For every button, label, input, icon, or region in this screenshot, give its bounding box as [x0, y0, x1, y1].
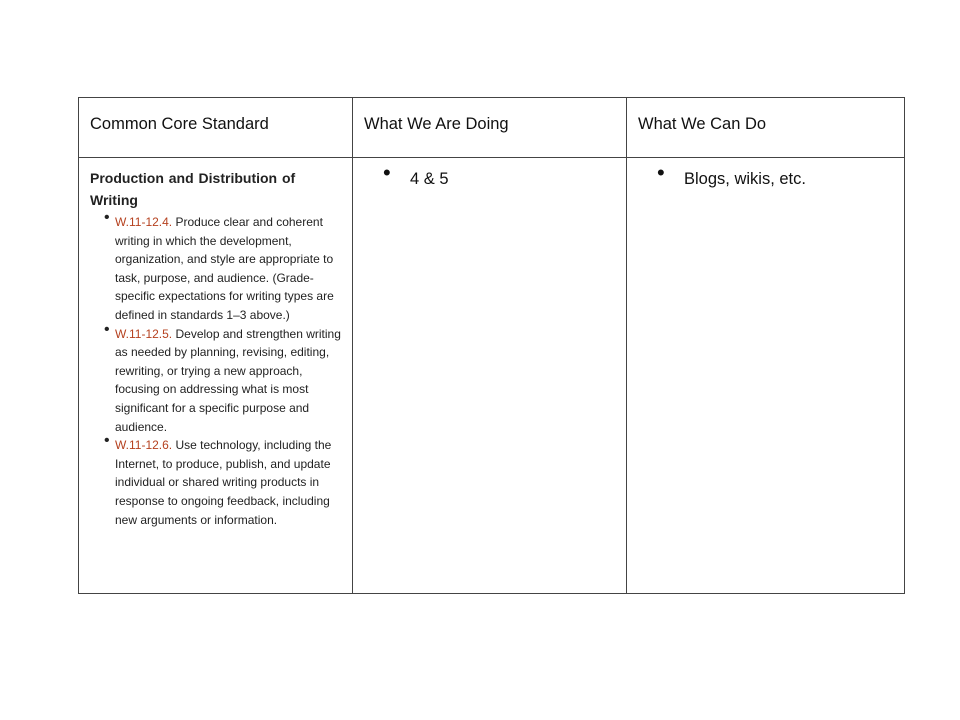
bullet-icon: •	[104, 209, 110, 226]
bullet-icon: •	[383, 160, 391, 185]
can-do-item-text: Blogs, wikis, etc.	[684, 170, 806, 188]
standards-list	[79, 209, 352, 529]
standard-text: Use technology, including the Internet, to produce, publish, and update individual or shared writing products in response to ongoing feedback, including new arguments or information.	[115, 438, 332, 527]
cell-common-core-standard	[79, 158, 353, 594]
standard-text: Develop and strengthen writing as needed by planning, revising, editing, rewriting, or trying a new approach, focusing on addressing what is most significant for a specific purpose and audience.	[115, 326, 341, 434]
header-common-core-standard: Common Core Standard	[79, 98, 353, 158]
doing-list	[353, 160, 626, 190]
standard-item	[79, 209, 342, 325]
table-body-row	[79, 158, 905, 594]
can-do-item	[627, 160, 904, 190]
standard-code: W.11-12.4.	[115, 215, 173, 229]
standard-text: Produce clear and coherent writing in which the development, organization, and style are appropriate to task, purpose, and audience. (Grade-specific expectations for writing types are defined in standards 1–3 above.)	[115, 215, 334, 322]
bullet-icon: •	[104, 432, 110, 450]
standard-code: W.11-12.6.	[115, 438, 173, 453]
bullet-icon: •	[104, 320, 110, 338]
bullet-icon: •	[657, 160, 665, 185]
header-what-we-are-doing: What We Are Doing	[353, 98, 627, 158]
standard-item	[79, 320, 342, 437]
standard-code: W.11-12.5.	[115, 326, 173, 341]
can-do-list	[627, 160, 904, 190]
doing-item-text: 4 & 5	[410, 170, 449, 188]
cell-what-we-can-do	[627, 158, 905, 594]
doing-item	[353, 160, 626, 190]
cell-what-we-are-doing	[353, 158, 627, 594]
section-title: Production and Distribution of Writing	[90, 170, 296, 208]
standards-table	[78, 97, 905, 594]
header-what-we-can-do: What We Can Do	[627, 98, 905, 158]
table-header-row	[79, 98, 905, 158]
standard-item	[79, 432, 342, 529]
